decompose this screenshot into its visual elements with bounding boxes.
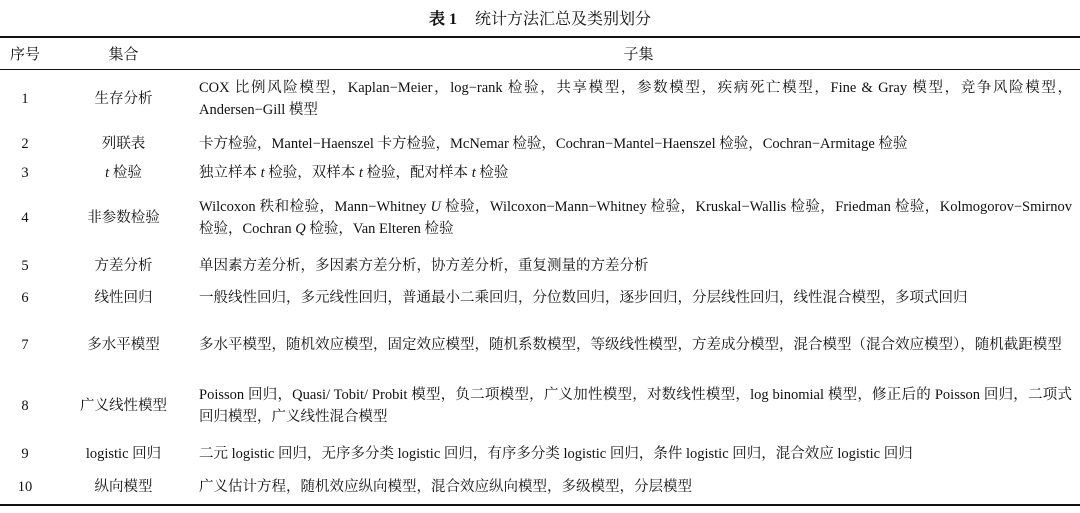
table-row (0, 315, 1080, 376)
row-set: 多水平模型 (87, 337, 160, 353)
row-subset: 广义估计方程，随机效应纵向模型，混合效应纵向模型，多级模型，分层模型 (197, 471, 1080, 505)
row-subset: Poisson 回归，Quasi/ Tobit/ Probit 模型，负二项模型，广义加性模型，对数线性模型，log binomial 模型，修正后的 Poisson 回归，二项式回归模型，广义线性混合模型 (199, 387, 1072, 425)
table-caption-label: 表 1 (428, 11, 457, 28)
subset-part: 检验，配对样本 (362, 164, 472, 181)
row-subset: 一般线性回归，多元线性回归，普通最小二乘回归，分位数回归，逐步回归，分层线性回归，线性混合模型，多项式回归 (199, 290, 968, 306)
row-set: 列联表 (101, 135, 146, 152)
subset-part: 独立样本 (199, 164, 261, 181)
subset-italic-part: t (260, 164, 265, 181)
table-caption (0, 9, 1080, 31)
table-row (0, 376, 1080, 437)
row-set: 纵向模型 (50, 471, 197, 505)
subset-part: 检验，双样本 (264, 164, 359, 181)
table-caption-title: 统计方法汇总及类别划分 (475, 11, 652, 28)
table-row (0, 187, 1080, 250)
row-index: 10 (0, 471, 50, 505)
row-subset: 单因素方差分析，多因素方差分析，协方差分析，重复测量的方差分析 (199, 257, 649, 274)
row-index: 5 (21, 257, 29, 274)
row-subset (197, 159, 1080, 187)
row-set: 线性回归 (94, 290, 153, 306)
subset-italic-part: t (471, 164, 476, 181)
row-set (50, 159, 197, 187)
row-set: 方差分析 (94, 257, 153, 274)
row-index: 4 (21, 210, 29, 226)
statistics-methods-table (0, 36, 1080, 506)
header-index: 序号 (0, 37, 50, 70)
table-row (0, 159, 1080, 187)
subset-part: 检验，Van Elteren 检验 (305, 221, 454, 237)
header-subset: 子集 (197, 37, 1080, 70)
row-subset: 二元 logistic 回归，无序多分类 logistic 回归，有序多分类 logistic 回归，条件 logistic 回归，混合效应 logistic 回归 (199, 445, 913, 462)
row-index: 7 (21, 337, 29, 353)
row-set: 广义线性模型 (80, 398, 167, 414)
row-index: 2 (21, 135, 29, 152)
table-row (0, 70, 1080, 129)
table-row (0, 437, 1080, 471)
row-set-italic: t (105, 164, 110, 181)
row-index: 3 (21, 164, 29, 181)
table-row (0, 250, 1080, 282)
table-header-row (0, 37, 1080, 70)
table-row (0, 129, 1080, 159)
subset-part: 检验，Wilcoxon−Mann−Whitney 检验，Kruskal−Wallis 检验，Friedman 检验，Kolmogorov−Smirnov 检验，Cochran (199, 199, 1072, 237)
row-index: 9 (21, 445, 29, 462)
row-subset: 卡方检验，Mantel−Haenszel 卡方检验，McNemar 检验，Cochran−Mantel−Haenszel 检验，Cochran−Armitage 检验 (199, 135, 908, 152)
row-set-rest: 检验 (109, 164, 142, 181)
row-subset: COX 比例风险模型，Kaplan−Meier，log−rank 检验，共享模型，参数模型，疾病死亡模型，Fine & Gray 模型，竞争风险模型，Andersen−Gill 模型 (199, 80, 1072, 119)
table-row (0, 282, 1080, 315)
subset-italic-part: Q (295, 221, 306, 237)
row-index: 8 (21, 398, 29, 414)
row-index: 6 (21, 290, 29, 306)
subset-italic-part: t (358, 164, 363, 181)
row-set: logistic 回归 (85, 445, 162, 462)
row-index: 1 (21, 91, 29, 108)
header-set: 集合 (50, 37, 197, 70)
row-subset (197, 187, 1080, 250)
row-set: 非参数检验 (87, 210, 160, 226)
row-set: 生存分析 (94, 91, 153, 108)
subset-part: Wilcoxon 秩和检验，Mann−Whitney (199, 199, 431, 215)
subset-part: 检验 (475, 164, 509, 181)
row-subset: 多水平模型，随机效应模型，固定效应模型，随机系数模型，等级线性模型，方差成分模型，混合模型（混合效应模型），随机截距模型 (199, 337, 1062, 353)
subset-italic-part: U (430, 199, 441, 215)
table-row (0, 471, 1080, 505)
